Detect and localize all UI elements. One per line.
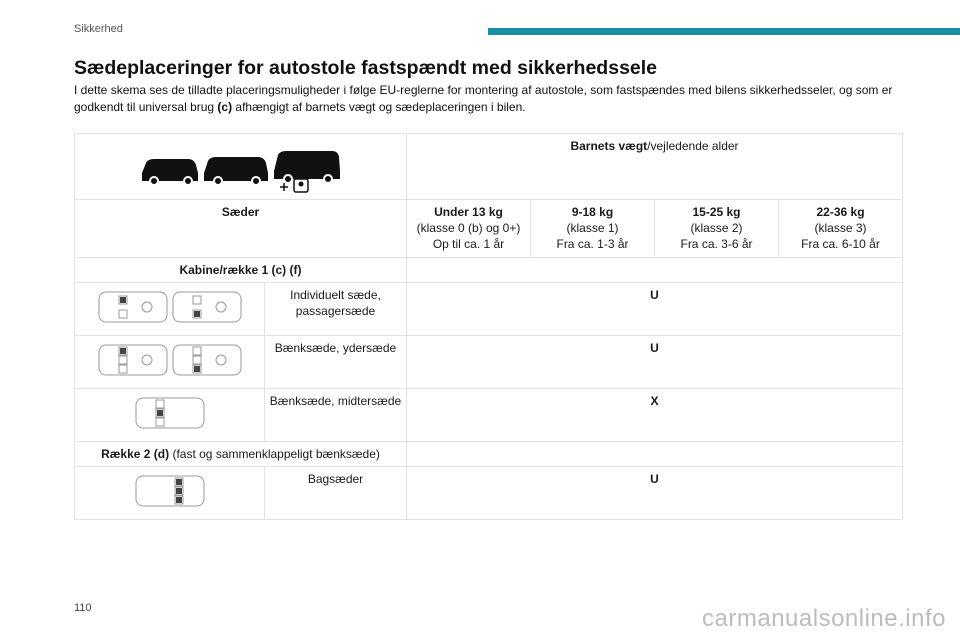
- weight-class: (klasse 1): [566, 221, 619, 235]
- vehicle-types-icon: [136, 141, 346, 193]
- weight-kg: 9-18 kg: [571, 205, 614, 219]
- weight-age: Fra ca. 1-3 år: [556, 237, 629, 251]
- weight-age: Op til ca. 1 år: [432, 237, 505, 251]
- seat-value: U: [407, 283, 903, 336]
- seats-label: Sæder: [75, 200, 407, 258]
- seat-diagram-cell: [75, 336, 265, 389]
- weight-col-0: [407, 200, 531, 258]
- header-accent-bar: [488, 28, 960, 35]
- section-row2: [75, 442, 407, 467]
- weight-kg: 15-25 kg: [692, 205, 741, 219]
- seat-diagram-cell: [75, 283, 265, 336]
- watermark-logo: carmanualsonline.info: [702, 605, 946, 632]
- weight-kg: Under 13 kg: [434, 205, 503, 219]
- seat-label: Individuelt sæde, passagersæde: [265, 283, 407, 336]
- weight-header-label: Barnets vægt: [570, 139, 648, 153]
- weight-col-1: [531, 200, 655, 258]
- section-row2-suffix: (fast og sammenklappeligt bænksæde): [169, 447, 380, 461]
- section-row2-label: Række 2 (d): [101, 447, 170, 461]
- seat-diagram-icon: [95, 393, 245, 433]
- intro-ref: (c): [217, 100, 233, 114]
- table-row: [75, 467, 903, 520]
- weight-header-suffix: /vejledende alder: [647, 139, 739, 153]
- weight-col-2: [655, 200, 779, 258]
- section-cabin-row1: Kabine/række 1 (c) (f): [75, 258, 407, 283]
- table-row: [75, 336, 903, 389]
- page-number: 110: [74, 602, 92, 614]
- weight-age: Fra ca. 6-10 år: [801, 237, 880, 251]
- seat-diagram-cell: [75, 389, 265, 442]
- seat-value: X: [407, 389, 903, 442]
- weight-age: Fra ca. 3-6 år: [680, 237, 753, 251]
- seat-value: U: [407, 336, 903, 389]
- intro-text-2: afhængigt af barnets vægt og sædeplaceringen i bilen.: [232, 100, 526, 114]
- seat-label: Bænksæde, ydersæde: [265, 336, 407, 389]
- weight-col-3: [779, 200, 903, 258]
- weight-class: (klasse 0 (b) og 0+): [416, 221, 521, 235]
- intro-paragraph: [74, 82, 904, 116]
- intro-text-1: I dette skema ses de tilladte placeringsmuligheder i følge EU-reglerne for montering af autostole, som fastspændes med bilens sikkerhedsseler, og som er godkendt til universal brug: [74, 83, 893, 114]
- vehicle-types-cell: [75, 134, 407, 200]
- seat-label: Bænksæde, midtersæde: [265, 389, 407, 442]
- seat-diagram-icon: [95, 287, 245, 327]
- table-row: [75, 389, 903, 442]
- page-title: Sædeplaceringer for autostole fastspændt med sikkerhedssele: [74, 57, 658, 79]
- seat-diagram-icon: [95, 471, 245, 511]
- seat-value: U: [407, 467, 903, 520]
- table-row: [75, 283, 903, 336]
- header-section-title: Sikkerhed: [74, 23, 123, 35]
- seat-label: Bagsæder: [265, 467, 407, 520]
- seat-diagram-icon: [95, 340, 245, 380]
- child-seat-table: [74, 133, 903, 520]
- weight-class: (klasse 3): [814, 221, 867, 235]
- weight-header-cell: [407, 134, 903, 200]
- seat-diagram-cell: [75, 467, 265, 520]
- weight-class: (klasse 2): [690, 221, 743, 235]
- weight-kg: 22-36 kg: [816, 205, 865, 219]
